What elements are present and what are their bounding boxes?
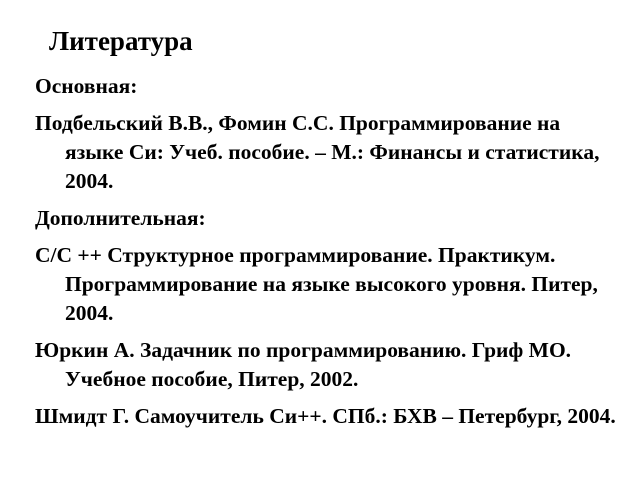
reference-entry: Юркин А. Задачник по программированию. Гриф МО. Учебное пособие, Питер, 2002.	[35, 338, 572, 391]
slide-title: Литература	[49, 26, 193, 56]
bibliography-list	[35, 72, 620, 439]
reference-entry: Шмидт Г. Самоучитель Си++. СПб.: БХВ – Петербург, 2004.	[35, 404, 616, 428]
section-heading-additional: Дополнительная:	[35, 206, 206, 230]
reference-entry: C/C ++ Структурное программирование. Практикум. Программирование на языке высокого уровня. Питер, 2004.	[35, 243, 598, 325]
section-heading-main: Основная:	[35, 74, 138, 98]
reference-entry: Подбельский В.В., Фомин С.С. Программирование на языке Си: Учеб. пособие. – М.: Финансы и статистика, 2004.	[35, 111, 600, 193]
